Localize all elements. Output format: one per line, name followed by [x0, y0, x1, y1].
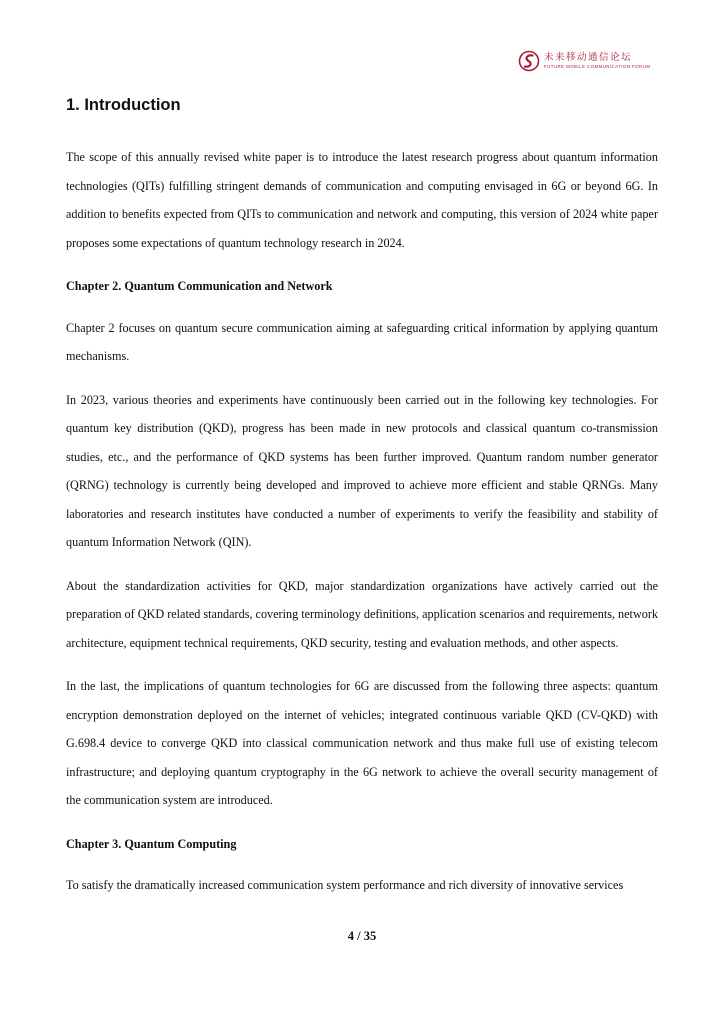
logo-english-text: FUTURE MOBILE COMMUNICATION FORUM — [544, 63, 651, 69]
chapter-2-heading: Chapter 2. Quantum Communication and Network — [66, 279, 333, 293]
chapter-3-paragraph: To satisfy the dramatically increased communication system performance and rich diversity of innovative services — [66, 878, 624, 892]
intro-paragraph: The scope of this annually revised white paper is to introduce the latest research progress about quantum information technologies (QITs) fulfilling stringent demands of communication and computing envisaged in 6G or beyond 6G. In addition to benefits expected from QITs to communication and network and computing, this version of 2024 white paper proposes some expectations of quantum technology research in 2024. — [66, 150, 658, 250]
section-title: 1. Introduction — [66, 96, 181, 114]
key-technologies-paragraph: In 2023, various theories and experiments have continuously been carried out in the following key technologies. For quantum key distribution (QKD), progress has been made in new protocols and classical quantum co-transmission studies, etc., and the performance of QKD systems has been further improved. Quantum random number generator (QRNG) technology is currently being developed and improved to achieve more efficient and stable QRNGs. Many laboratories and research institutes have conducted a number of experiments to verify the feasibility and stability of quantum Information Network (QIN). — [66, 392, 658, 549]
document-body — [66, 143, 658, 915]
chapter-3-heading: Chapter 3. Quantum Computing — [66, 836, 237, 851]
chapter-2-summary-paragraph: Chapter 2 focuses on quantum secure communication aiming at safeguarding critical information by applying quantum mechanisms. — [66, 320, 658, 363]
logo-chinese-text: 未来移动通信论坛 — [544, 52, 633, 64]
forum-logo-icon — [518, 50, 540, 72]
page-number: 4 / 35 — [347, 929, 377, 943]
6g-implications-paragraph: In the last, the implications of quantum technologies for 6G are discussed from the following three aspects: quantum encryption demonstration deployed on the internet of vehicles; integrated continuous variable QKD (CV-QKD) with G.698.4 device to converge QKD into classical communication network and thus make full use of existing telecom infrastructure; and deploying quantum cryptography in the 6G network to achieve the overall security management of the communication system are introduced. — [66, 679, 658, 807]
forum-logo — [518, 50, 651, 72]
standardization-paragraph: About the standardization activities for QKD, major standardization organizations have actively carried out the preparation of QKD related standards, covering terminology definitions, application scenarios and requirements, network architecture, equipment technical requirements, QKD security, testing and evaluation methods, and other aspects. — [66, 578, 658, 650]
